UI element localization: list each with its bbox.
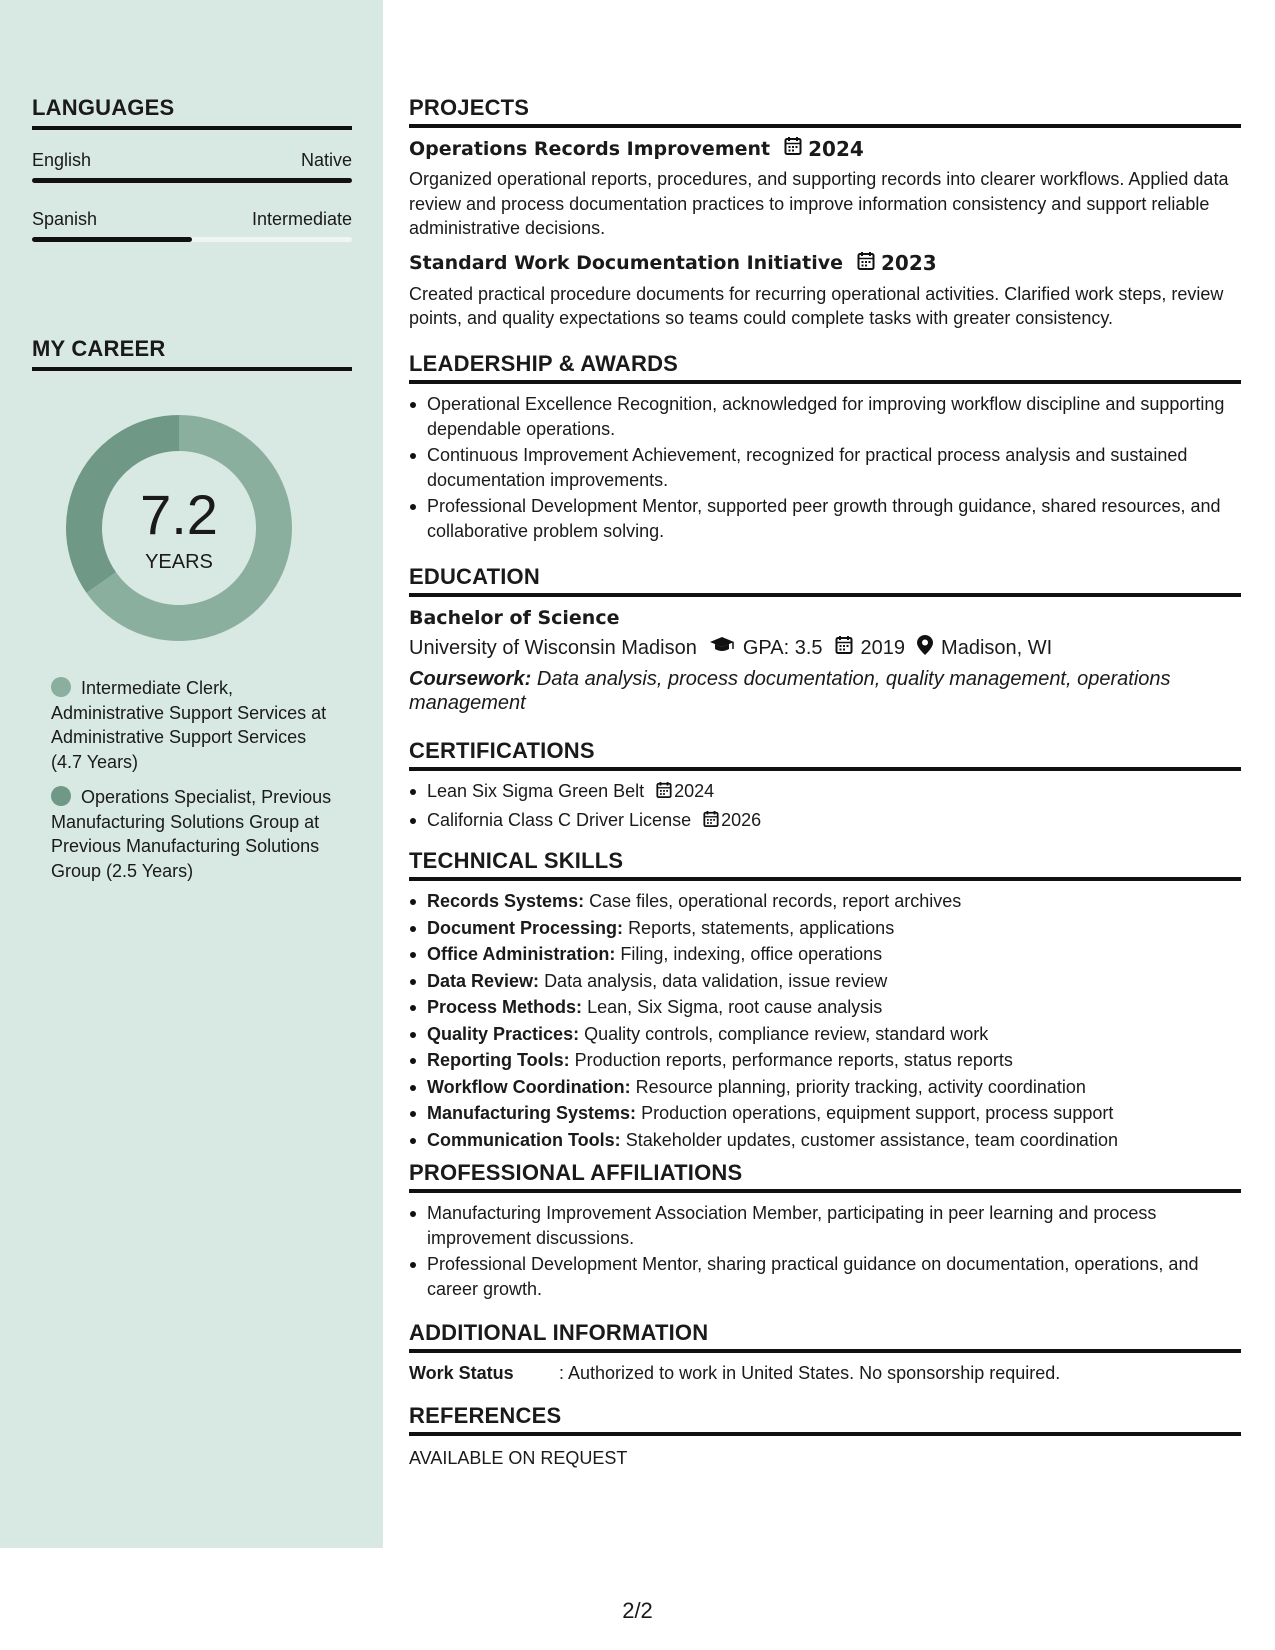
list-item: Operational Excellence Recognition, acknowledged for improving workflow discipline and supporting dependable operations.: [409, 392, 1241, 441]
list-item: [409, 808, 1241, 835]
project-title: Standard Work Documentation Initiative: [409, 252, 843, 274]
leadership-heading: LEADERSHIP & AWARDS: [409, 351, 1241, 384]
career-dot: [51, 786, 71, 806]
education-degree: Bachelor of Science: [409, 607, 620, 629]
skill-label: Workflow Coordination:: [427, 1076, 631, 1097]
skill-label: Reporting Tools:: [427, 1050, 570, 1070]
skill-value: Filing, indexing, office operations: [620, 944, 883, 964]
skill-label: Process Methods:: [427, 997, 583, 1017]
certification-name: California Class C Driver License: [427, 809, 692, 830]
list-item: [409, 1128, 1241, 1153]
affiliations-section: [409, 1160, 1241, 1301]
skill-value: Production reports, performance reports, status reports: [574, 1050, 1013, 1070]
certification-year: 2024: [674, 781, 715, 801]
work-status-label: Work Status: [409, 1363, 514, 1383]
certifications-list: [409, 779, 1241, 834]
calendar-icon: [835, 635, 853, 661]
project-year: 2023: [881, 251, 937, 275]
education-year: 2019: [860, 636, 906, 659]
affiliations-heading: PROFESSIONAL AFFILIATIONS: [409, 1160, 1241, 1193]
skill-label: Office Administration:: [427, 944, 616, 964]
references-text: AVAILABLE ON REQUEST: [409, 1448, 628, 1468]
projects-section: [409, 95, 1241, 331]
list-item: Continuous Improvement Achievement, recognized for practical process analysis and sustained documentation improvements.: [409, 443, 1241, 492]
language-name: English: [32, 150, 92, 170]
career-total-years: 7.2: [140, 483, 218, 546]
list-item: [409, 779, 1241, 806]
certification-year: 2026: [721, 809, 762, 830]
coursework-label: Coursework:: [409, 668, 532, 690]
list-item: [409, 916, 1241, 941]
graduation-cap-icon: [709, 636, 735, 660]
education-gpa: GPA: 3.5: [742, 636, 823, 659]
language-proficiency-fill: [32, 237, 192, 242]
career-legend: [51, 676, 336, 894]
list-item: [409, 1048, 1241, 1073]
references-section: [409, 1403, 1241, 1471]
project-item: [409, 251, 1241, 331]
language-level: Native: [300, 150, 352, 170]
career-legend-item: [51, 785, 336, 883]
skill-value: Reports, statements, applications: [628, 917, 895, 938]
skill-label: Data Review:: [427, 970, 540, 991]
project-year: 2024: [808, 136, 864, 161]
list-item: [409, 942, 1241, 967]
list-item: Manufacturing Improvement Association Member, participating in peer learning and process improvement discussions.: [409, 1201, 1241, 1250]
calendar-icon: [703, 810, 719, 835]
skill-label: Records Systems:: [427, 891, 585, 911]
skills-heading: TECHNICAL SKILLS: [409, 848, 1241, 881]
list-item: [409, 889, 1241, 914]
work-status-value: : Authorized to work in United States. No sponsorship required.: [559, 1363, 1061, 1383]
career-item-text: Intermediate Clerk, Administrative Support Services at Administrative Support Services (4.7 Years): [51, 678, 327, 772]
references-heading: REFERENCES: [409, 1403, 1241, 1436]
sidebar: [0, 0, 383, 1548]
skill-value: Stakeholder updates, customer assistance, team coordination: [625, 1129, 1118, 1150]
skill-label: Quality Practices:: [427, 1023, 580, 1044]
project-item: [409, 136, 1241, 241]
skill-value: Case files, operational records, report archives: [589, 891, 962, 911]
page-number: 2/2: [622, 1598, 653, 1623]
list-item: [409, 995, 1241, 1020]
language-proficiency-bar: [32, 237, 352, 242]
career-dot: [51, 677, 71, 697]
career-donut-chart: [66, 415, 292, 641]
career-item-text: Operations Specialist, Previous Manufacturing Solutions Group at Previous Manufacturing Solutions Group (2.5 Years): [51, 787, 332, 881]
location-pin-icon: [917, 635, 933, 661]
language-item: [32, 150, 352, 183]
list-item: Professional Development Mentor, sharing practical guidance on documentation, operations, and career growth.: [409, 1252, 1241, 1301]
career-years-unit: YEARS: [145, 551, 213, 573]
language-level: Intermediate: [251, 209, 352, 229]
list-item: [409, 1101, 1241, 1126]
leadership-section: [409, 351, 1241, 543]
skills-list: [409, 889, 1241, 1152]
skills-section: [409, 848, 1241, 1152]
skill-value: Lean, Six Sigma, root cause analysis: [587, 997, 883, 1017]
skill-value: Data analysis, data validation, issue review: [544, 970, 888, 991]
list-item: [409, 969, 1241, 994]
education-heading: EDUCATION: [409, 564, 1241, 597]
language-proficiency-bar: [32, 178, 352, 183]
career-legend-item: [51, 676, 336, 774]
education-coursework: [409, 667, 1241, 715]
list-item: [409, 1022, 1241, 1047]
language-proficiency-fill: [32, 178, 352, 183]
coursework-text: Data analysis, process documentation, quality management, operations management: [409, 668, 1171, 714]
language-name: Spanish: [32, 209, 98, 229]
list-item: Professional Development Mentor, supported peer growth through guidance, shared resources, and collaborative problem solving.: [409, 494, 1241, 543]
calendar-icon: [784, 136, 802, 161]
certification-name: Lean Six Sigma Green Belt: [427, 781, 645, 801]
skill-label: Communication Tools:: [427, 1129, 621, 1150]
additional-info-section: [409, 1320, 1241, 1384]
career-heading: MY CAREER: [32, 336, 352, 371]
skill-label: Document Processing:: [427, 917, 624, 938]
calendar-icon: [857, 251, 875, 276]
project-title: Operations Records Improvement: [409, 137, 771, 160]
education-location: Madison, WI: [941, 636, 1053, 659]
affiliations-list: [409, 1201, 1241, 1301]
education-section: [409, 564, 1241, 715]
list-item: [409, 1075, 1241, 1100]
skill-value: Resource planning, priority tracking, activity coordination: [635, 1076, 1086, 1097]
project-description: Created practical procedure documents for recurring operational activities. Clarified work steps, review points, and quality expectations so teams could complete tasks with greater consistency.: [409, 283, 1224, 328]
additional-info-heading: ADDITIONAL INFORMATION: [409, 1320, 1241, 1353]
skill-value: Production operations, equipment support, process support: [641, 1103, 1114, 1123]
languages-heading: LANGUAGES: [32, 95, 352, 130]
career-section: [32, 336, 352, 371]
language-item: [32, 209, 352, 242]
education-school: University of Wisconsin Madison: [409, 636, 697, 659]
leadership-list: [409, 392, 1241, 543]
skill-value: Quality controls, compliance review, standard work: [584, 1023, 989, 1044]
languages-section: [32, 95, 352, 242]
calendar-icon: [656, 781, 672, 806]
projects-heading: PROJECTS: [409, 95, 1241, 128]
project-description: Organized operational reports, procedures, and supporting records into clearer workflows. Applied data review and process documentation practices to improve information consistency and support reliable administrative decisions.: [409, 169, 1229, 238]
certifications-section: [409, 738, 1241, 834]
certifications-heading: CERTIFICATIONS: [409, 738, 1241, 771]
skill-label: Manufacturing Systems:: [427, 1103, 637, 1123]
